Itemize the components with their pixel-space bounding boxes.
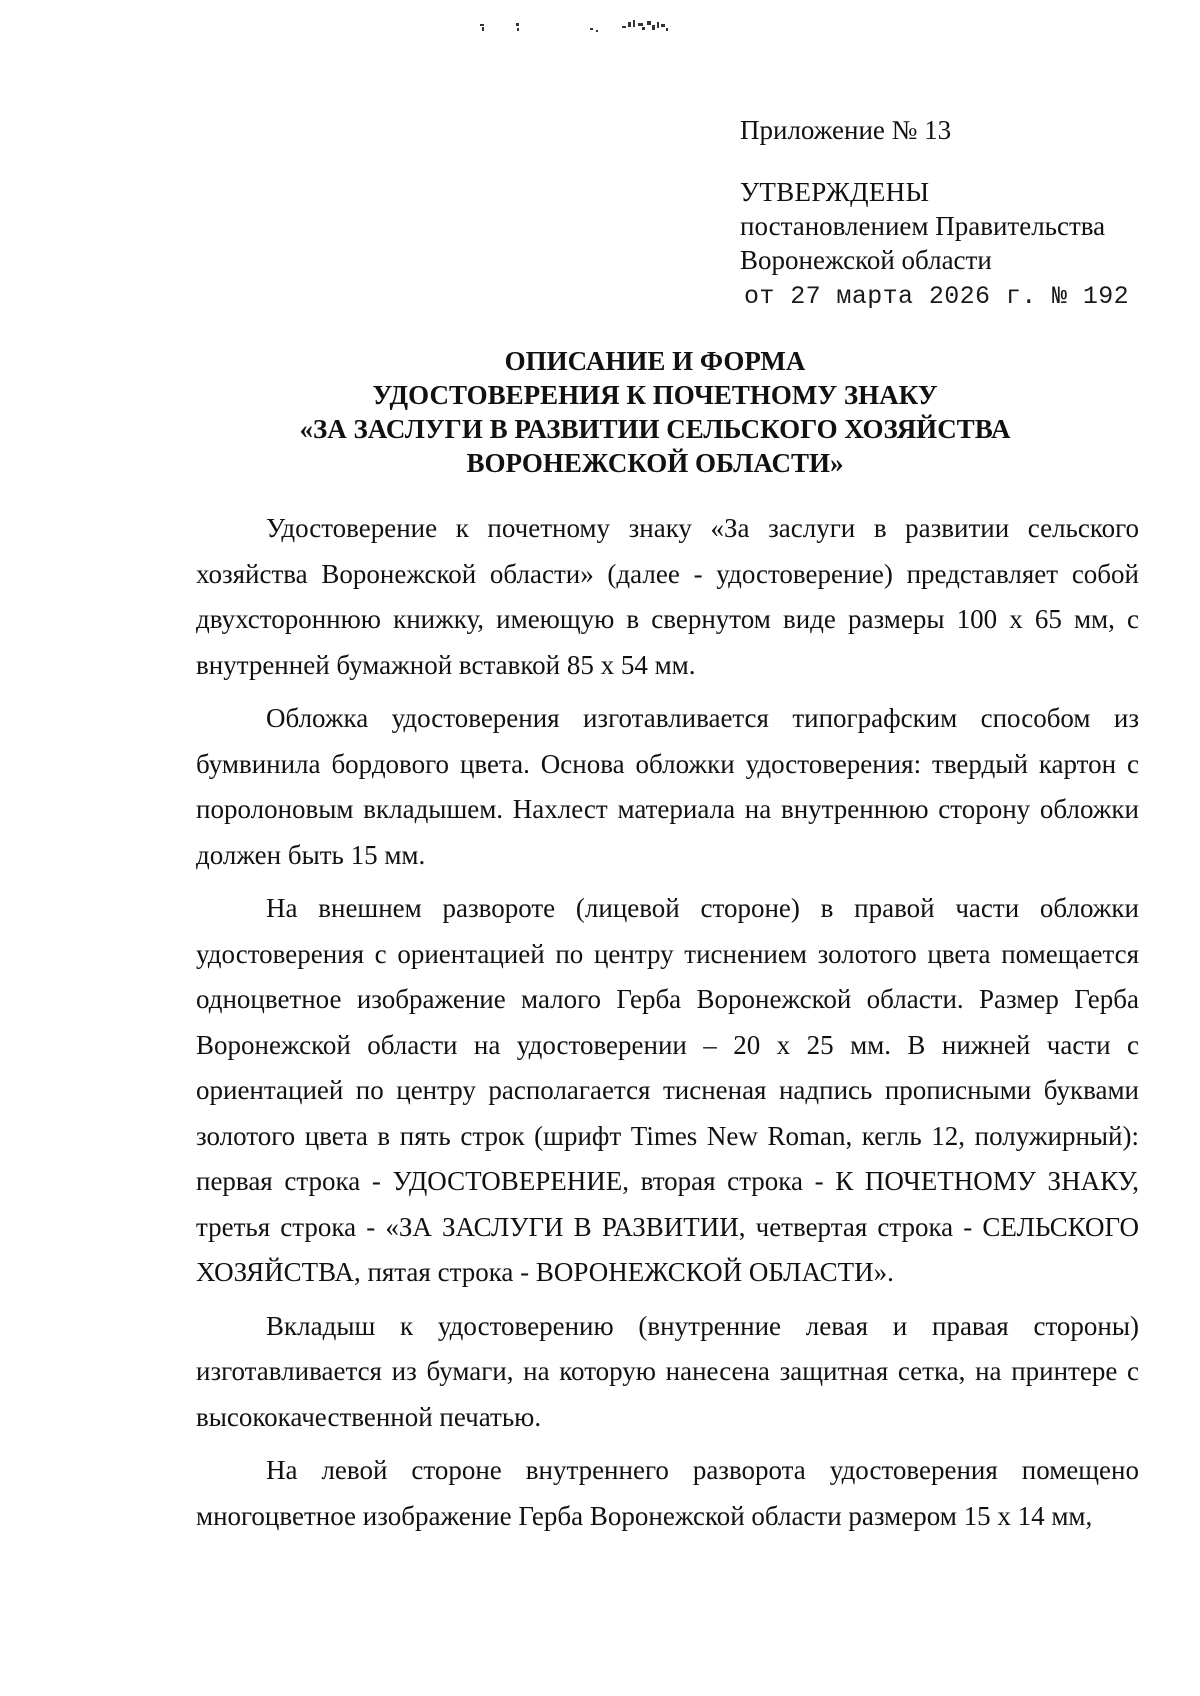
title-line: ОПИСАНИЕ И ФОРМА — [504, 346, 806, 376]
approved-by-line: постановлением Правительства — [740, 211, 1106, 241]
paragraph-cover-material: Обложка удостоверения изготавливается типографским способом из бумвинила бордового цвета. Основа обложки удостоверения: твердый картон с поролоновым вкладышем. Нахлест материала на внутреннюю сторону обложки должен быть 15 мм. — [196, 703, 1139, 870]
annex-number: Приложение № 13 — [740, 115, 952, 145]
paragraph-certificate-format: Удостоверение к почетному знаку «За заслуги в развитии сельского хозяйства Воронежской области» (далее - удостоверение) представляет собой двухстороннюю книжку, имеющую в свернутом виде размеры 100 х 65 мм, с внутренней бумажной вставкой 85 х 54 мм. — [196, 513, 1139, 680]
approved-heading: УТВЕРЖДЕНЫ — [740, 177, 930, 207]
scan-artifact-marks — [480, 14, 720, 40]
title-line: «ЗА ЗАСЛУГИ В РАЗВИТИИ СЕЛЬСКОГО ХОЗЯЙСТВА — [299, 414, 1011, 444]
paragraph-insert-paper: Вкладыш к удостоверению (внутренние левая и правая стороны) изготавливается из бумаги, на которую нанесена защитная сетка, на принтере с высококачественной печатью. — [196, 1310, 1139, 1432]
resolution-date-number: от 27 марта 2026 г. № 192 — [744, 282, 1130, 311]
document-title — [200, 344, 1110, 480]
approved-region-line: Воронежской области — [740, 245, 992, 275]
paragraph-outer-spread: На внешнем развороте (лицевой стороне) в правой части обложки удостоверения с ориентацией по центру тиснением золотого цвета помещается одноцветное изображение малого Герба Воронежской области. Размер Герба Воронежской области на удостоверении – 20 х 25 мм. В нижней части с ориентацией по центру располагается тисненая надпись прописными буквами золотого цвета в пять строк (шрифт Times New Roman, кегль 12, полужирный): первая строка - УДОСТОВЕРЕНИЕ, вторая строка - К ПОЧЕТНОМУ ЗНАКУ, третья строка - «ЗА ЗАСЛУГИ В РАЗВИТИИ, четвертая строка - СЕЛЬСКОГО ХОЗЯЙСТВА, пятая строка - ВОРОНЕЖСКОЙ ОБЛАСТИ». — [196, 893, 1139, 1287]
title-line: ВОРОНЕЖСКОЙ ОБЛАСТИ» — [466, 448, 844, 478]
document-body — [196, 506, 1139, 1547]
title-line: УДОСТОВЕРЕНИЯ К ПОЧЕТНОМУ ЗНАКУ — [372, 380, 938, 410]
paragraph-inner-left-side: На левой стороне внутреннего разворота удостоверения помещено многоцветное изображение Герба Воронежской области размером 15 х 14 мм, — [196, 1455, 1139, 1531]
approval-header — [740, 113, 1170, 314]
